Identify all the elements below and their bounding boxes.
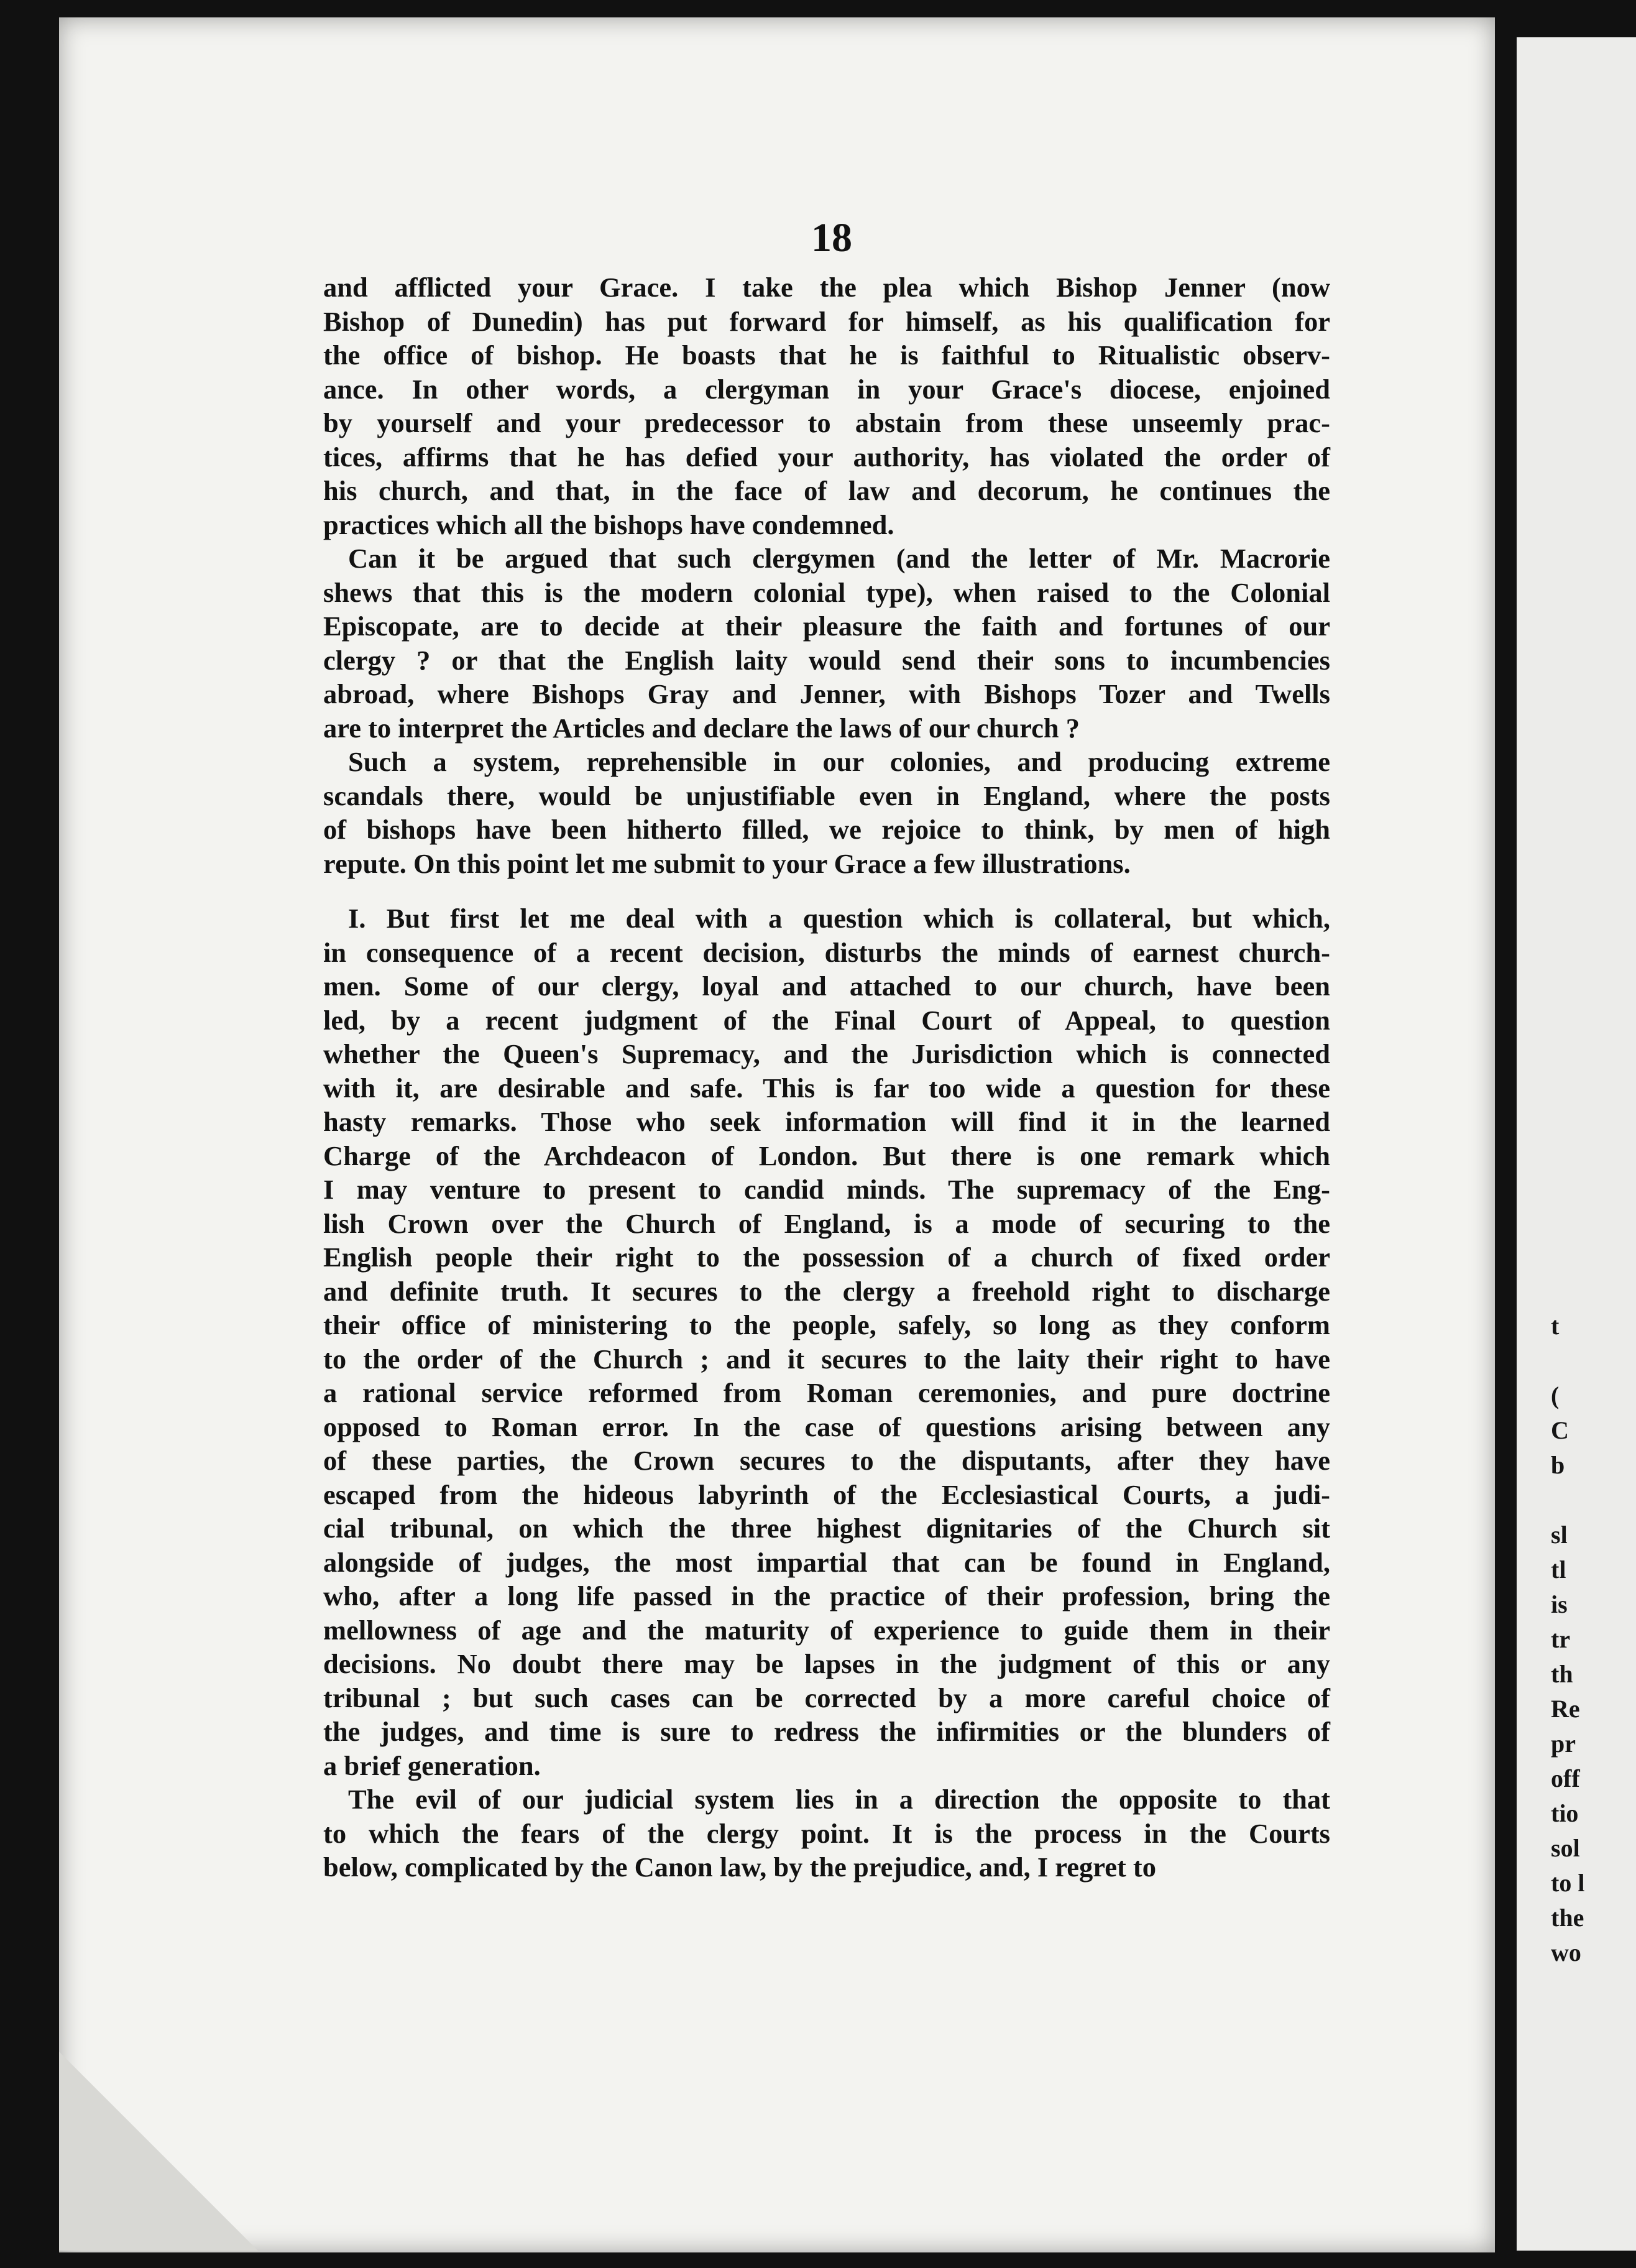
paragraph (323, 901, 1330, 1782)
text-line: escaped from the hideous labyrinth of the Ecclesiastical Courts, a judi- (323, 1478, 1330, 1510)
text-line: to the order of the Church ; and it secures to the laity their right to have (323, 1343, 1330, 1375)
text-line: ance. In other words, a clergyman in your Grace's diocese, enjoined (323, 373, 1330, 405)
text-line: in consequence of a recent decision, disturbs the minds of earnest church- (323, 936, 1330, 968)
text-line: abroad, where Bishops Gray and Jenner, with Bishops Tozer and Twells (323, 678, 1330, 709)
text-line: shews that this is the modern colonial type), when raised to the Colonial (323, 576, 1330, 608)
text-line: are to interpret the Articles and declare the laws of our church ? (323, 712, 1080, 744)
adjacent-fragment: C (1551, 1416, 1569, 1444)
text-line: Can it be argued that such clergymen (and the letter of Mr. Macrorie (348, 543, 1330, 574)
adjacent-fragment: ( (1551, 1381, 1560, 1409)
text-line: a rational service reformed from Roman ceremonies, and pure doctrine (323, 1377, 1330, 1408)
text-line: of bishops have been hitherto filled, we rejoice to think, by men of high (323, 814, 1330, 845)
adjacent-fragment: b (1551, 1451, 1565, 1479)
text-line: opposed to Roman error. In the case of questions arising between any (323, 1411, 1330, 1442)
text-line: English people their right to the possession of a church of fixed order (323, 1242, 1330, 1273)
body-text (323, 270, 1330, 1884)
text-line: lish Crown over the Church of England, is a mode of securing to the (323, 1207, 1330, 1239)
text-line: mellowness of age and the maturity of experience to guide them in their (323, 1614, 1330, 1646)
adjacent-fragment: tr (1551, 1625, 1571, 1653)
text-line: decisions. No doubt there may be lapses in the judgment of this or any (323, 1648, 1330, 1679)
text-line: who, after a long life passed in the practice of their profession, bring the (323, 1580, 1330, 1611)
text-line: Bishop of Dunedin) has put forward for himself, as his qualification for (323, 305, 1330, 337)
adjacent-fragment: sol (1551, 1834, 1580, 1862)
text-line: tribunal ; but such cases can be corrected by a more careful choice of (323, 1682, 1330, 1713)
text-line: and definite truth. It secures to the clergy a freehold right to discharge (323, 1275, 1330, 1307)
adjacent-fragment: the (1551, 1904, 1584, 1932)
paragraph (323, 270, 1330, 542)
text-line: to which the fears of the clergy point. It is the process in the Courts (323, 1817, 1330, 1849)
adjacent-fragment: th (1551, 1660, 1573, 1688)
adjacent-fragment: pr (1551, 1730, 1576, 1758)
adjacent-page (1517, 37, 1636, 2251)
text-line: scandals there, would be unjustifiable even in England, where the posts (323, 780, 1330, 811)
text-line: repute. On this point let me submit to your Grace a few illustrations. (323, 847, 1131, 879)
adjacent-fragment: to l (1551, 1869, 1585, 1897)
adjacent-fragment: tl (1551, 1556, 1566, 1583)
text-line: The evil of our judicial system lies in a direction the opposite to that (348, 1784, 1330, 1815)
adjacent-page-text (1551, 1309, 1636, 1970)
text-line: the office of bishop. He boasts that he is faithful to Ritualistic observ- (323, 339, 1330, 371)
text-line: below, complicated by the Canon law, by the prejudice, and, I regret to (323, 1851, 1156, 1883)
adjacent-fragment: tio (1551, 1799, 1579, 1827)
adjacent-fragment: Re (1551, 1695, 1580, 1723)
text-line: I may venture to present to candid minds. The supremacy of the Eng- (323, 1174, 1330, 1205)
text-line: tices, affirms that he has defied your authority, has violated the order of (323, 441, 1330, 472)
adjacent-fragment: wo (1551, 1938, 1581, 1966)
text-line: practices which all the bishops have condemned. (323, 509, 894, 540)
text-line: clergy ? or that the English laity would send their sons to incumbencies (323, 644, 1330, 676)
adjacent-fragment: is (1551, 1590, 1568, 1618)
text-line: I. But first let me deal with a question which is collateral, but which, (348, 903, 1330, 934)
text-line: Charge of the Archdeacon of London. But there is one remark which (323, 1140, 1330, 1171)
text-line: led, by a recent judgment of the Final Court of Appeal, to question (323, 1004, 1330, 1036)
adjacent-fragment: t (1551, 1312, 1560, 1340)
adjacent-fragment (1551, 1483, 1636, 1518)
paragraph (323, 745, 1330, 880)
text-line: Such a system, reprehensible in our colonies, and producing extreme (348, 746, 1330, 777)
text-line: and afflicted your Grace. I take the plea which Bishop Jenner (now (323, 272, 1330, 303)
text-line: with it, are desirable and safe. This is far too wide a question for these (323, 1072, 1330, 1104)
adjacent-fragment (1551, 1344, 1636, 1378)
paragraph (323, 1782, 1330, 1884)
text-line: of these parties, the Crown secures to the disputants, after they have (323, 1445, 1330, 1476)
text-line: by yourself and your predecessor to abstain from these unseemly prac- (323, 407, 1330, 438)
text-line: their office of ministering to the people, safely, so long as they conform (323, 1309, 1330, 1340)
text-line: Episcopate, are to decide at their pleasure the faith and fortunes of our (323, 611, 1330, 642)
text-line: a brief generation. (323, 1749, 541, 1781)
text-line: cial tribunal, on which the three highest dignitaries of the Church sit (323, 1513, 1330, 1544)
page-corner-fold (59, 2052, 258, 2251)
text-line: hasty remarks. Those who seek information will find it in the learned (323, 1106, 1330, 1137)
text-line: his church, and that, in the face of law and decorum, he continues the (323, 475, 1330, 506)
text-line: alongside of judges, the most impartial that can be found in England, (323, 1546, 1330, 1578)
text-line: men. Some of our clergy, loyal and attached to our church, have been (323, 970, 1330, 1002)
page-number: 18 (811, 215, 852, 260)
adjacent-fragment: off (1551, 1764, 1580, 1792)
adjacent-fragment: sl (1551, 1521, 1568, 1549)
text-line: whether the Queen's Supremacy, and the Jurisdiction which is connected (323, 1038, 1330, 1069)
paragraph (323, 542, 1330, 745)
text-line: the judges, and time is sure to redress the infirmities or the blunders of (323, 1716, 1330, 1747)
